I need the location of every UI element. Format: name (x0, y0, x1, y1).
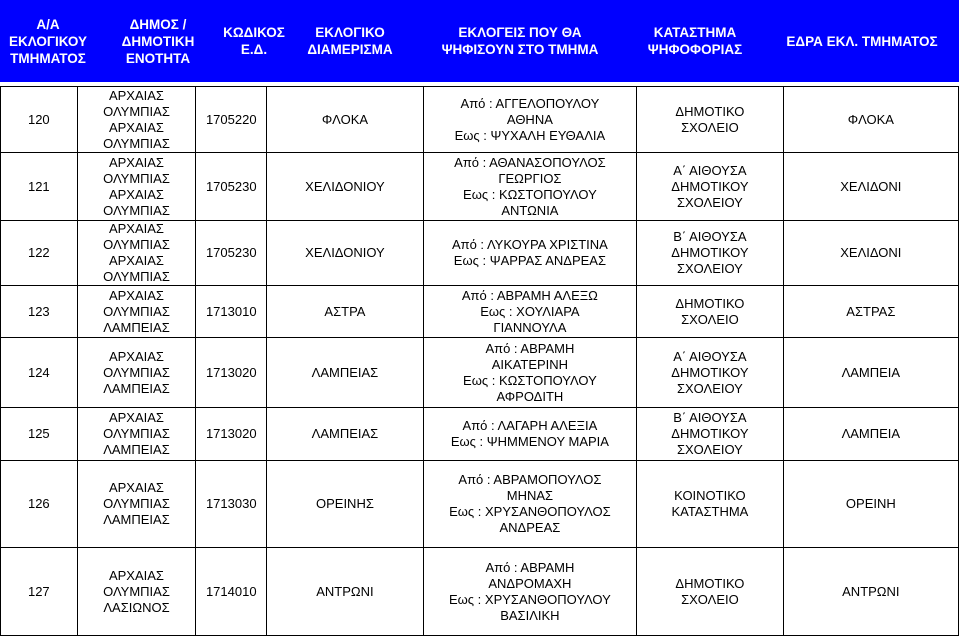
row-polling-place: ΔΗΜΟΤΙΚΟ ΣΧΟΛΕΙΟ (637, 87, 784, 153)
row-seat: ΛΑΜΠΕΙΑ (783, 408, 958, 461)
row-voters: Από : ΑΘΑΝΑΣΟΠΟΥΛΟΣ ΓΕΩΡΓΙΟΣ Εως : ΚΩΣΤΟΠΟΥΛΟΥ ΑΝΤΩΝΙΑ (423, 153, 636, 221)
header-col-number: Α/Α ΕΚΛΟΓΙΚΟΥ ΤΜΗΜΑΤΟΣ (8, 16, 88, 66)
row-polling-place: Β΄ ΑΙΘΟΥΣΑ ΔΗΜΟΤΙΚΟΥ ΣΧΟΛΕΙΟΥ (637, 408, 784, 461)
row-deme: ΑΡΧΑΙΑΣ ΟΛΥΜΠΙΑΣ ΛΑΜΠΕΙΑΣ (77, 286, 196, 338)
row-district: ΧΕΛΙΔΟΝΙΟΥ (267, 153, 424, 221)
table-row (1, 408, 959, 461)
row-deme: ΑΡΧΑΙΑΣ ΟΛΥΜΠΙΑΣ ΑΡΧΑΙΑΣ ΟΛΥΜΠΙΑΣ (77, 153, 196, 221)
header-col-voters: ΕΚΛΟΓΕΙΣ ΠΟΥ ΘΑ ΨΗΦΙΣΟΥΝ ΣΤΟ ΤΜΗΜΑ (441, 25, 599, 57)
row-voters: Από : ΛΥΚΟΥΡΑ ΧΡΙΣΤΙΝΑ Εως : ΨΑΡΡΑΣ ΑΝΔΡΕΑΣ (423, 221, 636, 286)
row-number: 126 (1, 461, 78, 548)
row-voters: Από : ΑΒΡΑΜΗ ΑΝΔΡΟΜΑΧΗ Εως : ΧΡΥΣΑΝΘΟΠΟΥΛΟΥ ΒΑΣΙΛΙΚΗ (423, 548, 636, 636)
row-number: 120 (1, 87, 78, 153)
row-code: 1705230 (196, 221, 267, 286)
row-voters: Από : ΑΓΓΕΛΟΠΟΥΛΟΥ ΑΘΗΝΑ Εως : ΨΥΧΑΛΗ ΕΥΘΑΛΙΑ (423, 87, 636, 153)
row-seat: ΛΑΜΠΕΙΑ (783, 338, 958, 408)
row-deme: ΑΡΧΑΙΑΣ ΟΛΥΜΠΙΑΣ ΛΑΣΙΩΝΟΣ (77, 548, 196, 636)
row-code: 1714010 (196, 548, 267, 636)
row-voters: Από : ΛΑΓΑΡΗ ΑΛΕΞΙΑ Εως : ΨΗΜΜΕΝΟΥ ΜΑΡΙΑ (423, 408, 636, 461)
table-row (1, 221, 959, 286)
row-voters: Από : ΑΒΡΑΜΗ ΑΙΚΑΤΕΡΙΝΗ Εως : ΚΩΣΤΟΠΟΥΛΟΥ ΑΦΡΟΔΙΤΗ (423, 338, 636, 408)
row-polling-place: ΔΗΜΟΤΙΚΟ ΣΧΟΛΕΙΟ (637, 286, 784, 338)
table-row (1, 548, 959, 636)
row-number: 121 (1, 153, 78, 221)
header-col-deme: ΔΗΜΟΣ / ΔΗΜΟΤΙΚΗ ΕΝΟΤΗΤΑ (121, 16, 195, 66)
row-district: ΛΑΜΠΕΙΑΣ (267, 408, 424, 461)
table-row (1, 153, 959, 221)
table-header (0, 0, 959, 82)
header-col-seat: ΕΔΡΑ ΕΚΛ. ΤΜΗΜΑΤΟΣ (786, 33, 938, 49)
row-polling-place: Α΄ ΑΙΘΟΥΣΑ ΔΗΜΟΤΙΚΟΥ ΣΧΟΛΕΙΟΥ (637, 338, 784, 408)
row-number: 122 (1, 221, 78, 286)
row-polling-place: ΚΟΙΝΟΤΙΚΟ ΚΑΤΑΣΤΗΜΑ (637, 461, 784, 548)
row-code: 1705220 (196, 87, 267, 153)
row-district: ΛΑΜΠΕΙΑΣ (267, 338, 424, 408)
row-seat: ΧΕΛΙΔΟΝΙ (783, 153, 958, 221)
row-code: 1713010 (196, 286, 267, 338)
row-district: ΧΕΛΙΔΟΝΙΟΥ (267, 221, 424, 286)
row-number: 123 (1, 286, 78, 338)
row-code: 1713030 (196, 461, 267, 548)
row-number: 124 (1, 338, 78, 408)
row-district: ΦΛΟΚΑ (267, 87, 424, 153)
row-code: 1713020 (196, 338, 267, 408)
table-row (1, 87, 959, 153)
row-polling-place: ΔΗΜΟΤΙΚΟ ΣΧΟΛΕΙΟ (637, 548, 784, 636)
row-seat: ΑΝΤΡΩΝΙ (783, 548, 958, 636)
table-row (1, 461, 959, 548)
row-deme: ΑΡΧΑΙΑΣ ΟΛΥΜΠΙΑΣ ΛΑΜΠΕΙΑΣ (77, 338, 196, 408)
table-row (1, 286, 959, 338)
row-polling-place: Α΄ ΑΙΘΟΥΣΑ ΔΗΜΟΤΙΚΟΥ ΣΧΟΛΕΙΟΥ (637, 153, 784, 221)
row-deme: ΑΡΧΑΙΑΣ ΟΛΥΜΠΙΑΣ ΑΡΧΑΙΑΣ ΟΛΥΜΠΙΑΣ (77, 221, 196, 286)
row-seat: ΦΛΟΚΑ (783, 87, 958, 153)
row-deme: ΑΡΧΑΙΑΣ ΟΛΥΜΠΙΑΣ ΛΑΜΠΕΙΑΣ (77, 461, 196, 548)
row-deme: ΑΡΧΑΙΑΣ ΟΛΥΜΠΙΑΣ ΛΑΜΠΕΙΑΣ (77, 408, 196, 461)
row-number: 127 (1, 548, 78, 636)
polling-table (0, 86, 959, 636)
header-col-polling-place: ΚΑΤΑΣΤΗΜΑ ΨΗΦΟΦΟΡΙΑΣ (647, 25, 743, 57)
header-col-district: ΕΚΛΟΓΙΚΟ ΔΙΑΜΕΡΙΣΜΑ (307, 25, 393, 57)
row-district: ΑΝΤΡΩΝΙ (267, 548, 424, 636)
row-seat: ΑΣΤΡΑΣ (783, 286, 958, 338)
row-seat: ΟΡΕΙΝΗ (783, 461, 958, 548)
row-code: 1713020 (196, 408, 267, 461)
header-col-code: ΚΩΔΙΚΟΣ Ε.Δ. (223, 25, 285, 57)
row-seat: ΧΕΛΙΔΟΝΙ (783, 221, 958, 286)
table-row (1, 338, 959, 408)
polling-table-body (1, 87, 959, 636)
row-voters: Από : ΑΒΡΑΜΟΠΟΥΛΟΣ ΜΗΝΑΣ Εως : ΧΡΥΣΑΝΘΟΠΟΥΛΟΣ ΑΝΔΡΕΑΣ (423, 461, 636, 548)
row-polling-place: Β΄ ΑΙΘΟΥΣΑ ΔΗΜΟΤΙΚΟΥ ΣΧΟΛΕΙΟΥ (637, 221, 784, 286)
row-voters: Από : ΑΒΡΑΜΗ ΑΛΕΞΩ Εως : ΧΟΥΛΙΑΡΑ ΓΙΑΝΝΟΥΛΑ (423, 286, 636, 338)
row-district: ΟΡΕΙΝΗΣ (267, 461, 424, 548)
row-district: ΑΣΤΡΑ (267, 286, 424, 338)
row-number: 125 (1, 408, 78, 461)
row-code: 1705230 (196, 153, 267, 221)
row-deme: ΑΡΧΑΙΑΣ ΟΛΥΜΠΙΑΣ ΑΡΧΑΙΑΣ ΟΛΥΜΠΙΑΣ (77, 87, 196, 153)
